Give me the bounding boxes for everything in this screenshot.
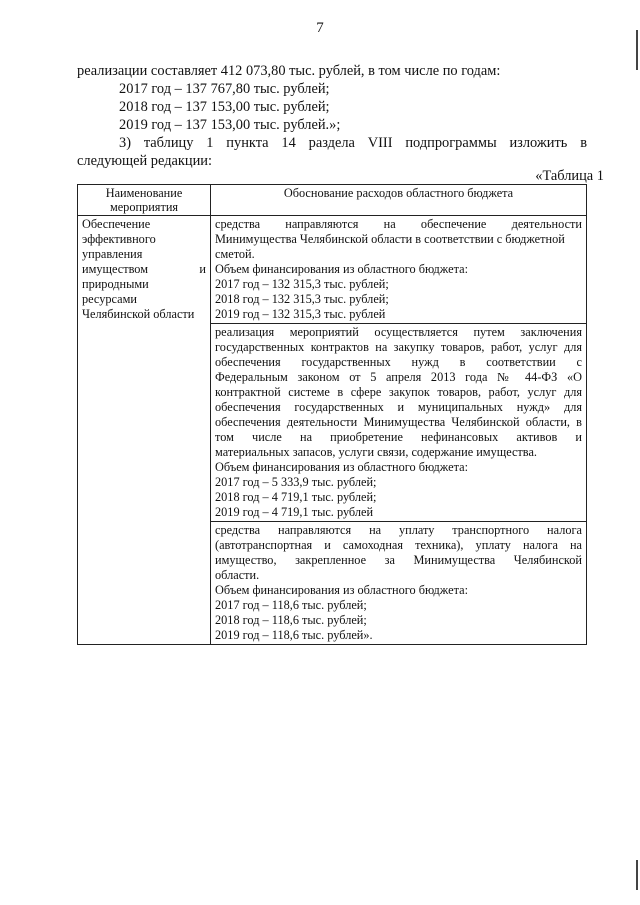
cell-line: (автотранспортная и самоходная техника), уплату налога на: [215, 538, 582, 552]
activity-line: Обеспечение: [82, 217, 151, 231]
cell-line: Объем финансирования из областного бюджета:: [215, 460, 468, 474]
cell-line: 2018 год – 132 315,3 тыс. рублей;: [215, 292, 389, 306]
header-justification: Обоснование расходов областного бюджета: [211, 185, 587, 216]
item-3-line-2: следующей редакции:: [77, 153, 212, 169]
cell-line: государственных контрактов на закупку товаров, работ, услуг для: [215, 340, 582, 354]
intro-year-2: 2018 год – 137 153,00 тыс. рублей;: [119, 99, 330, 115]
activity-line: эффективного: [82, 232, 156, 246]
table-caption: «Таблица 1: [535, 168, 604, 184]
cell-line: имущество, закрепленное за Минимущества Челябинской: [215, 553, 582, 567]
activity-cell: [78, 216, 211, 645]
table-header-row: [78, 185, 587, 216]
justification-cell-3: [211, 522, 587, 645]
cell-line: Объем финансирования из областного бюджета:: [215, 583, 468, 597]
table-row: [78, 216, 587, 324]
activity-line: ресурсами: [82, 292, 137, 306]
scan-edge-mark: [636, 860, 638, 890]
cell-line: реализация мероприятий осуществляется путем заключения: [215, 325, 582, 339]
cell-line: 2017 год – 132 315,3 тыс. рублей;: [215, 277, 389, 291]
cell-line: обеспечения деятельности Минимущества Челябинской области, в: [215, 415, 582, 429]
intro-line-1: реализации составляет 412 073,80 тыс. рублей, в том числе по годам:: [77, 63, 501, 79]
cell-line: том числе на приобретение нефинансовых активов и: [215, 430, 582, 444]
activity-line: имуществом и: [82, 262, 206, 276]
intro-year-3: 2019 год – 137 153,00 тыс. рублей.»;: [119, 117, 341, 133]
item-3-line-1: 3) таблицу 1 пункта 14 раздела VIII подпрограммы изложить в: [119, 135, 587, 151]
cell-line: 2018 год – 4 719,1 тыс. рублей;: [215, 490, 377, 504]
scan-edge-mark: [636, 30, 638, 70]
cell-line: 2019 год – 132 315,3 тыс. рублей: [215, 307, 386, 321]
cell-line: 2019 год – 4 719,1 тыс. рублей: [215, 505, 374, 519]
cell-line: Федеральным законом от 5 апреля 2013 года № 44-ФЗ «О: [215, 370, 582, 384]
justification-cell-1: [211, 216, 587, 324]
cell-line: обеспечения государственных нужд в соответствии с: [215, 355, 582, 369]
cell-line: обеспечения государственных и муниципальных нужд» для: [215, 400, 582, 414]
cell-line: 2017 год – 5 333,9 тыс. рублей;: [215, 475, 377, 489]
cell-line: средства направляются на уплату транспортного налога: [215, 523, 582, 537]
cell-line: сметой.: [215, 247, 255, 261]
page-number: 7: [316, 20, 324, 36]
cell-line: Минимущества Челябинской области в соответствии с бюджетной: [215, 232, 565, 246]
cell-line: Объем финансирования из областного бюджета:: [215, 262, 468, 276]
cell-line: области.: [215, 568, 260, 582]
cell-line: 2017 год – 118,6 тыс. рублей;: [215, 598, 367, 612]
justification-cell-2: [211, 324, 587, 522]
cell-line: материальных запасов, услуги связи, содержание имущества.: [215, 445, 537, 459]
activity-line: природными: [82, 277, 149, 291]
activity-line: Челябинской области: [82, 307, 195, 321]
intro-text: [77, 62, 587, 170]
cell-line: 2018 год – 118,6 тыс. рублей;: [215, 613, 367, 627]
budget-table: [77, 184, 587, 645]
activity-line: управления: [82, 247, 143, 261]
intro-year-1: 2017 год – 137 767,80 тыс. рублей;: [119, 81, 330, 97]
cell-line: 2019 год – 118,6 тыс. рублей».: [215, 628, 373, 642]
cell-line: средства направляются на обеспечение деятельности: [215, 217, 582, 231]
cell-line: контрактной системе в сфере закупок товаров, работ, услуг для: [215, 385, 582, 399]
header-activity: Наименование мероприятия: [78, 185, 211, 216]
